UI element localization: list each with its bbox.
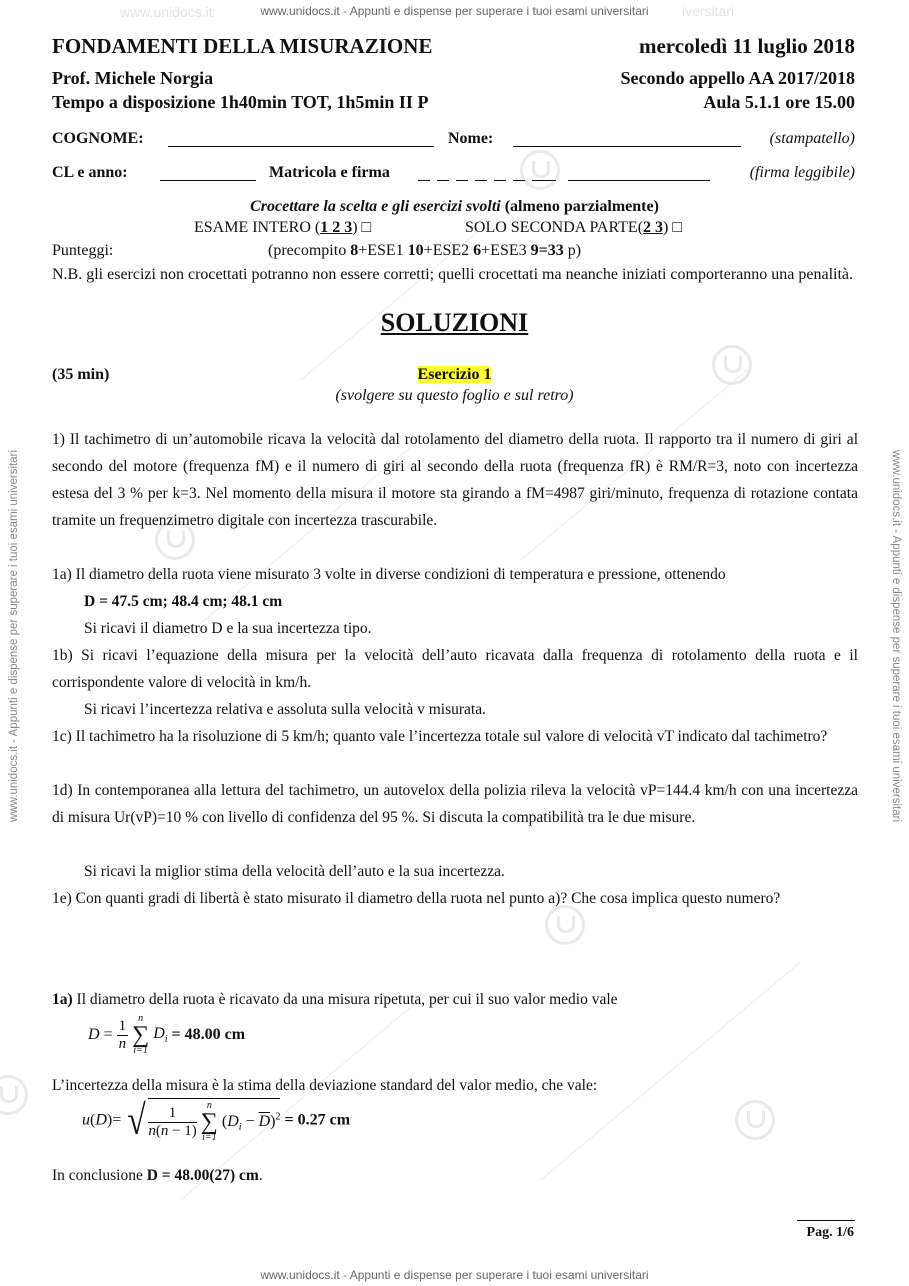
time-available: Tempo a disposizione 1h40min TOT, 1h5min II P (52, 92, 429, 112)
problem-1c: 1c) Il tachimetro ha la risoluzione di 5 km/h; quanto vale l’incertezza totale sul valore di velocità vT indicato dal tachimetro? (52, 728, 828, 745)
problem-1d-question: Si ricavi la miglior stima della velocità dell’auto e la sua incertezza. (84, 863, 505, 880)
watermark-logo-icon (735, 1100, 775, 1140)
professor: Prof. Michele Norgia (52, 68, 214, 88)
exercise-title: Esercizio 1 (417, 366, 492, 383)
matricola-digit[interactable] (418, 168, 430, 181)
problem-1a-values: D = 47.5 cm; 48.4 cm; 48.1 cm (84, 593, 283, 610)
surname-field[interactable] (168, 134, 434, 147)
room: Aula 5.1.1 ore 15.00 (703, 92, 855, 112)
name-field[interactable] (513, 134, 741, 147)
equation-mean: D = $\frac{1}{n}$ n ∑ i=1 $D_i = 48.00$ cm (88, 1013, 246, 1056)
watermark-logo-icon (0, 1075, 28, 1115)
cross-instruction: Crocettare la scelta e gli esercizi svolti (almeno parzialmente) (250, 198, 659, 215)
problem-1d: 1d) In contemporanea alla lettura del tachimetro, un autovelox della polizia rileva la velocità vP=144.4 km/h con una incertezza di misura Ur(vP)=10 % con livello di confidenza del 95 %. Si discuta la compatibilità tra le due misure. (52, 782, 858, 826)
nb-note: N.B. gli esercizi non crocettati potranno non essere corretti; quelli crocettati ma neanche iniziati comporteranno una penalità. (52, 266, 854, 283)
matricola-hint: (firma leggibile) (749, 164, 855, 181)
solution-1a: 1a) Il diametro della ruota è ricavato da una misura ripetuta, per cui il suo valor medio vale (52, 991, 618, 1008)
exercise-subtitle: (svolgere su questo foglio e sul retro) (335, 387, 574, 404)
matricola-digit[interactable] (475, 168, 487, 181)
conclusion: In conclusione D = 48.00(27) cm. (52, 1167, 263, 1184)
matricola-digit[interactable] (513, 168, 525, 181)
problem-1e: 1e) Con quanti gradi di libertà è stato misurato il diametro della ruota nel punto a)? Che cosa implica questo numero? (52, 890, 781, 907)
watermark-ghost-right: iversitari (682, 3, 735, 19)
scores-label: Punteggi: (52, 242, 114, 259)
full-exam-option[interactable]: ESAME INTERO (1 2 3) □ (194, 219, 372, 236)
matricola-digit[interactable] (456, 168, 468, 181)
page-number: Pag. 1/6 (806, 1225, 854, 1240)
equation-uncertainty: u(D)= √ $\frac{1}{n(n - 1)}$ n ∑ i=1 $(D_i - \overline{D})^2 = 0.27$ cm (82, 1097, 351, 1144)
solutions-title: SOLUZIONI (380, 308, 529, 337)
second-part-option[interactable]: SOLO SECONDA PARTE(2 3) □ (465, 219, 683, 236)
matricola-label: Matricola e firma (269, 164, 390, 181)
course-title: FONDAMENTI DELLA MISURAZIONE (52, 34, 433, 58)
watermark-side-left: www.unidocs.it - Appunti e dispense per superare i tuoi esami universitari (8, 449, 20, 823)
problem-1b: 1b) Si ricavi l’equazione della misura per la velocità dell’auto ricavata dalla frequenza di rotolamento della ruota e il corrispondente valore di velocità in km/h. (52, 647, 858, 691)
surname-label: COGNOME: (52, 130, 144, 147)
problem-1: 1) Il tachimetro di un’automobile ricava la velocità dal rotolamento del diametro della ruota. Il rapporto tra il numero di giri al secondo del motore (frequenza fM) e il numero di giri al secondo della ruota (frequenza fR) è RM/R=3, noto con incertezza estesa del 3 % per k=3. Nel momento della misura il motore sta girando a fM=4987 giri/minuto, frequenza di rotazione contata tramite un frequenzimetro digitale con incertezza trascurabile. (52, 431, 858, 529)
name-label: Nome: (448, 130, 494, 147)
problem-1b-question: Si ricavi l’incertezza relativa e assoluta sulla velocità v misurata. (84, 701, 486, 718)
matricola-digit[interactable] (494, 168, 506, 181)
cl-label: CL e anno: (52, 164, 128, 181)
footer-rule (797, 1220, 855, 1221)
signature-field[interactable] (568, 168, 710, 181)
scores: (precompito 8+ESE1 10+ESE2 6+ESE3 9=33 p) (268, 242, 582, 259)
exam-date: mercoledì 11 luglio 2018 (638, 34, 855, 58)
watermark-top: www.unidocs.it - Appunti e dispense per superare i tuoi esami universitari (260, 4, 649, 18)
problem-1a-question: Si ricavi il diametro D e la sua incertezza tipo. (84, 620, 372, 637)
exercise-time: (35 min) (52, 366, 110, 383)
uncertainty-text: L’incertezza della misura è la stima della deviazione standard del valor medio, che vale: (52, 1077, 598, 1094)
cl-field[interactable] (160, 168, 256, 181)
matricola-digit[interactable] (532, 168, 556, 181)
problem-1a: 1a) Il diametro della ruota viene misurato 3 volte in diverse condizioni di temperatura e pressione, ottenendo (52, 566, 726, 583)
watermark-side-right: www.unidocs.it - Appunti e dispense per superare i tuoi esami universitari (890, 449, 902, 823)
watermark-ghost-left: www.unidocs.it (120, 4, 213, 20)
session: Secondo appello AA 2017/2018 (620, 68, 855, 88)
matricola-digit[interactable] (437, 168, 449, 181)
name-hint: (stampatello) (769, 130, 855, 147)
watermark-bottom: www.unidocs.it - Appunti e dispense per superare i tuoi esami universitari (260, 1268, 649, 1282)
